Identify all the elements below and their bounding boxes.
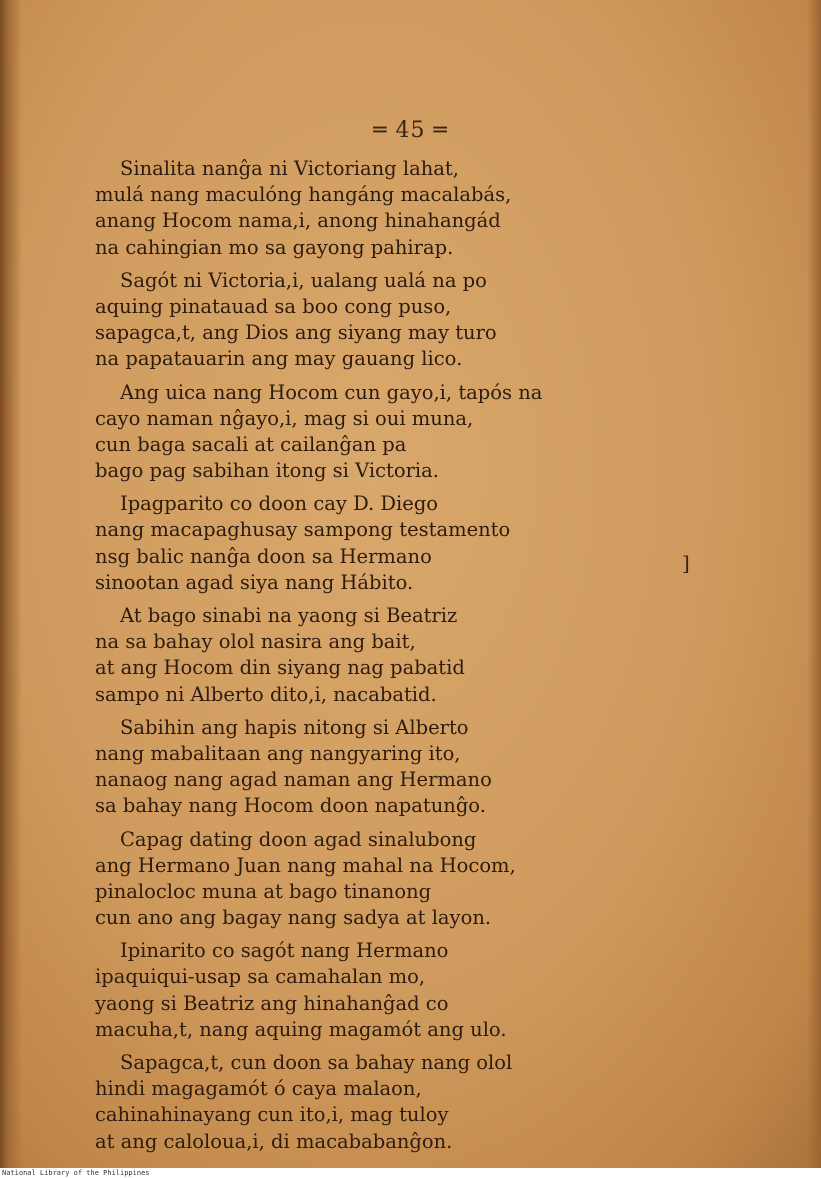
verse-line: mulá nang maculóng hangáng macalabás,: [95, 183, 512, 207]
verse-line: bago pag sabihan itong si Victoria.: [95, 459, 439, 483]
verse-line: cayo naman nĝayo,i, mag si oui muna,: [95, 406, 474, 430]
verse-line: sampo ni Alberto dito,i, nacabatid.: [95, 682, 437, 706]
stanza: [95, 268, 655, 373]
verse-line: na papatauarin ang may gauang lico.: [95, 347, 463, 371]
verse-line: Sinalita nanĝa ni Victoriang lahat,: [120, 157, 459, 180]
verse-line: nsg balic nanĝa doon sa Hermano: [95, 544, 432, 568]
verse-line: anang Hocom nama,i, anong hinahangád: [95, 209, 501, 233]
verse-line: at ang caloloua,i, di macababanĝon.: [95, 1129, 453, 1153]
verse-line: sa bahay nang Hocom doon napatunĝo.: [95, 794, 486, 818]
verse-line: sinootan agad siya nang Hábito.: [95, 570, 414, 594]
verse-line: ang Hermano Juan nang mahal na Hocom,: [95, 853, 516, 877]
margin-bracket-mark: ]: [682, 551, 690, 575]
stanza: [95, 156, 655, 261]
stanza: [95, 715, 655, 820]
verse-line: Ang uica nang Hocom cun gayo,i, tapós na: [120, 380, 543, 404]
verse-line: Ipinarito co sagót nang Hermano: [120, 939, 449, 963]
stanza: [95, 380, 655, 485]
verse-line: At bago sinabi na yaong si Beatriz: [120, 604, 458, 627]
poem-text: [95, 156, 655, 1162]
verse-line: yaong si Beatriz ang hinahanĝad co: [95, 991, 449, 1015]
verse-line: cun ano ang bagay nang sadya at layon.: [95, 906, 492, 930]
stanza: [95, 491, 655, 596]
library-footer: National Library of the Philippines: [2, 1169, 150, 1177]
stanza: [95, 827, 655, 932]
page-number: ═ 45 ═: [373, 118, 448, 143]
stanza: [95, 1050, 655, 1155]
stanza: [95, 603, 655, 708]
verse-line: Sagót ni Victoria,i, ualang ualá na po: [120, 268, 487, 292]
verse-line: na sa bahay olol nasira ang bait,: [95, 630, 416, 654]
verse-line: ipaquiqui-usap sa camahalan mo,: [95, 965, 426, 989]
verse-line: Sabihin ang hapis nitong si Alberto: [120, 715, 469, 739]
verse-line: Capag dating doon agad sinalubong: [120, 827, 477, 851]
verse-line: pinalocloc muna at bago tinanong: [95, 879, 432, 903]
verse-line: cun baga sacali at cailanĝan pa: [95, 432, 407, 456]
verse-line: nanaog nang agad naman ang Hermano: [95, 768, 492, 792]
verse-line: at ang Hocom din siyang nag pabatid: [95, 656, 465, 680]
verse-line: hindi magagamót ó caya malaon,: [95, 1077, 422, 1101]
verse-line: na cahingian mo sa gayong pahirap.: [95, 235, 454, 259]
verse-line: sapagca,t, ang Dios ang siyang may turo: [95, 321, 497, 345]
verse-line: nang mabalitaan ang nangyaring ito,: [95, 741, 461, 765]
verse-line: macuha,t, nang aquing magamót ang ulo.: [95, 1017, 507, 1041]
verse-line: aquing pinatauad sa boo cong puso,: [95, 294, 452, 318]
verse-line: Ipagparito co doon cay D. Diego: [120, 492, 439, 516]
verse-line: nang macapaghusay sampong testamento: [95, 518, 511, 542]
verse-line: Sapagca,t, cun doon sa bahay nang olol: [120, 1051, 513, 1074]
verse-line: cahinahinayang cun ito,i, mag tuloy: [95, 1103, 449, 1127]
stanza: [95, 938, 655, 1043]
